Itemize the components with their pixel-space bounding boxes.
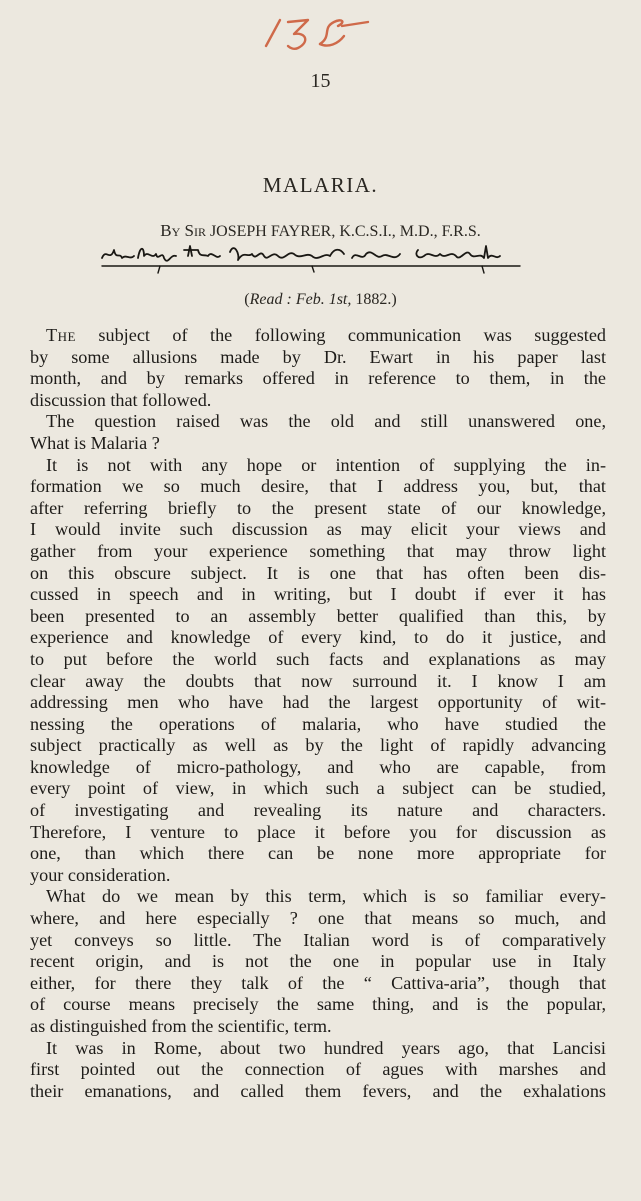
text-line: your consideration. [30,864,171,885]
text-line: either, for there they talk of the “ Cattiva-aria”, though that [30,972,606,993]
text-line: of investigating and revealing its nature and characters. [30,800,606,821]
read-date-open-paren: ( [244,291,250,308]
text-line: Therefore, I venture to place it before you for discussion as [30,821,606,842]
text-line: I would invite such discussion as may elicit your views and [30,519,606,540]
handwritten-inscription-mark [100,240,530,274]
text-line: experience and knowledge of every kind, to do it justice, and [30,627,606,648]
text-line: gather from your experience something that may throw light [30,540,606,561]
text-line: It was in Rome, about two hundred years ago, that Lancisi [46,1037,606,1058]
text-line: The subject of the following communication was suggested [46,325,606,345]
page-number: 15 [310,70,331,92]
text-line: where, and here especially ? one that means so much, and [30,908,606,929]
text-line: month, and by remarks offered in reference to them, in the [30,368,606,389]
article-title: MALARIA. [262,173,379,197]
text-line: The question raised was the old and still unanswered one, [46,411,606,432]
text-line: addressing men who have had the largest opportunity of wit- [30,692,606,713]
text-line: clear away the doubts that now surround it. I know I am [30,670,606,691]
byline-by: By Sir [160,221,206,240]
text-line: to put before the world such facts and explanations as may [30,648,606,669]
read-date-day: Feb. 1st, [295,291,352,308]
text-line: yet conveys so little. The Italian word is of comparatively [30,929,606,950]
text-line: one, than which there can be none more appropriate for [30,843,606,864]
lead-word: The [46,325,76,345]
read-date [0,291,641,309]
text-line: first pointed out the connection of agues with marshes and [30,1059,606,1080]
handwritten-inscription [100,240,530,274]
text-line: It is not with any hope or intention of supplying the in- [46,454,606,475]
text-line: by some allusions made by Dr. Ewart in his paper last [30,346,606,367]
handwritten-185-mark [250,14,390,54]
text-line: after referring briefly to the present state of our knowledge, [30,497,606,518]
text-line: their emanations, and called them fevers, and the exhalations [30,1080,606,1101]
body-text [30,325,606,1102]
text-line: been presented to an assembly better qualified than this, by [30,605,606,626]
text-line: of course means precisely the same thing, and is the popular, [30,994,606,1015]
handwritten-annotation [250,14,390,54]
text-line: knowledge of micro-pathology, and who are capable, from [30,756,606,777]
byline [30,221,611,241]
read-date-label: Read : [249,291,292,308]
text-line: formation we so much desire, that I address you, but, that [30,476,606,497]
text-line: recent origin, and is not the one in popular use in Italy [30,951,606,972]
byline-author: JOSEPH FAYRER, K.C.S.I., M.D., F.R.S. [209,223,481,240]
text-line: discussion that followed. [30,389,212,410]
text-line: every point of view, in which such a subject can be studied, [30,778,606,799]
text-line: What is Malaria ? [30,432,160,453]
text-line: as distinguished from the scientific, term. [30,1016,332,1036]
text-line: What do we mean by this term, which is so familiar every- [46,886,606,907]
text-line: nessing the operations of malaria, who have studied the [30,713,606,734]
text-line: subject practically as well as by the light of rapidly advancing [30,735,606,756]
text-line: cussed in speech and in writing, but I doubt if ever it has [30,584,606,605]
read-date-year: 1882.) [355,291,397,308]
text-line: on this obscure subject. It is one that has often been dis- [30,562,606,583]
